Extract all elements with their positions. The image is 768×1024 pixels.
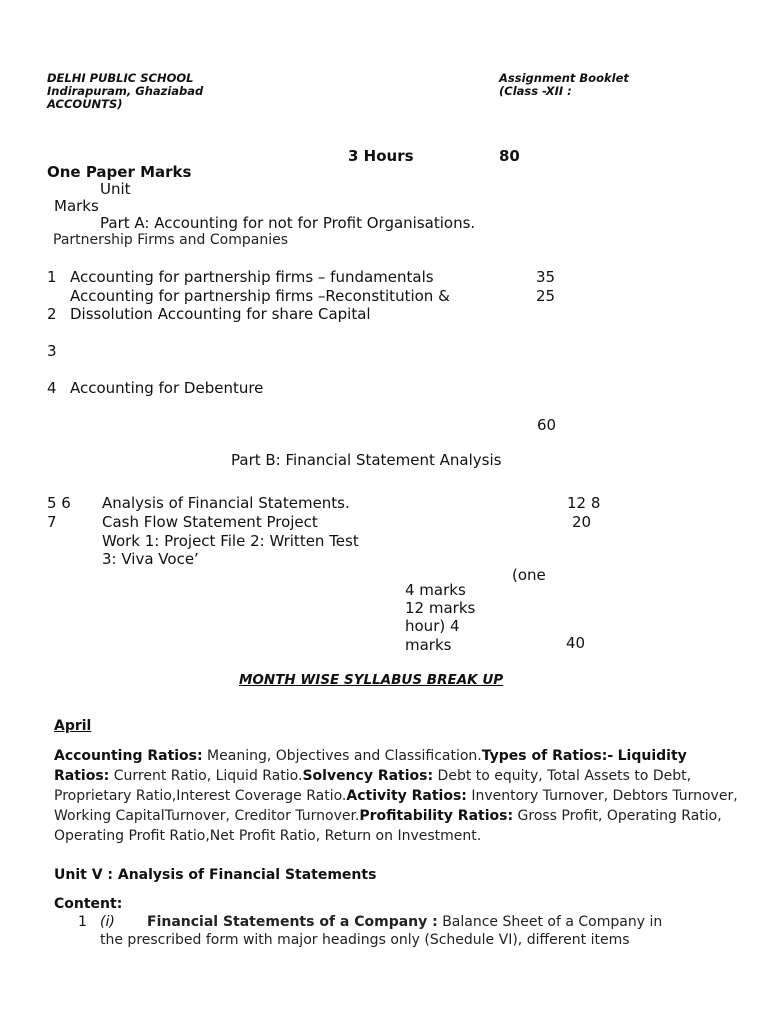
ratio-heading: Profitability Ratios: bbox=[359, 808, 514, 824]
part-a-subtotal: 60 bbox=[537, 416, 557, 434]
list-item-continuation: the prescribed form with major headings only (Schedule VI), different items bbox=[100, 932, 630, 948]
row-note: 4 marks bbox=[405, 581, 466, 599]
row-marks: 40 bbox=[566, 634, 586, 652]
row-text: Dissolution Accounting for share Capital bbox=[70, 305, 371, 323]
row-numbers: 5 6 bbox=[47, 494, 71, 512]
subject-label: ACCOUNTS) bbox=[47, 97, 123, 111]
booklet-label: Assignment Booklet bbox=[499, 71, 629, 85]
list-item-heading: Financial Statements of a Company : bbox=[147, 914, 438, 930]
content-label: Content: bbox=[54, 896, 123, 912]
ratio-text: Inventory Turnover, Debtors Turnover, Working CapitalTurnover, Creditor Turnover. bbox=[54, 788, 738, 824]
syllabus-title: MONTH WISE SYLLABUS BREAK UP bbox=[239, 672, 504, 688]
ratio-heading: Solvency Ratios: bbox=[302, 768, 434, 784]
row-text: Work 1: Project File 2: Written Test bbox=[102, 532, 359, 550]
row-text: Cash Flow Statement Project bbox=[102, 513, 318, 531]
ratio-heading: Accounting Ratios: bbox=[54, 748, 203, 764]
ratio-heading: Types of Ratios:- bbox=[481, 748, 614, 764]
ratio-heading: Activity Ratios: bbox=[346, 788, 467, 804]
ratio-text: Meaning, Objectives and Classification. bbox=[202, 748, 482, 764]
row-note: marks bbox=[405, 636, 452, 654]
row-marks: 25 bbox=[536, 287, 556, 305]
part-a-subtitle: Partnership Firms and Companies bbox=[53, 232, 288, 248]
row-number: 2 bbox=[47, 305, 57, 323]
row-number: 1 bbox=[47, 268, 57, 286]
school-location: Indirapuram, Ghaziabad bbox=[47, 84, 204, 98]
paper-total-marks: 80 bbox=[499, 147, 520, 165]
row-marks: 35 bbox=[536, 268, 556, 286]
unit-heading: Unit V : Analysis of Financial Statements bbox=[54, 867, 377, 883]
row-text: Accounting for partnership firms –Reconstitution & bbox=[70, 287, 450, 305]
row-text: Analysis of Financial Statements. bbox=[102, 494, 350, 512]
row-text: Accounting for partnership firms – fundamentals bbox=[70, 268, 434, 286]
paper-hours: 3 Hours bbox=[348, 147, 414, 165]
one-paper-marks: One Paper Marks bbox=[47, 163, 192, 181]
list-item-body: Balance Sheet of a Company in bbox=[437, 914, 663, 930]
marks-label: Marks bbox=[54, 197, 99, 215]
part-b-title: Part B: Financial Statement Analysis bbox=[231, 451, 502, 469]
row-number: 4 bbox=[47, 379, 57, 397]
unit-label: Unit bbox=[100, 180, 131, 198]
part-a-title: Part A: Accounting for not for Profit Organisations. bbox=[100, 214, 476, 232]
row-numbers: 7 bbox=[47, 513, 57, 531]
month-heading: April bbox=[54, 718, 92, 734]
row-number: 3 bbox=[47, 342, 57, 360]
row-marks: 20 bbox=[572, 513, 592, 531]
list-item-roman: (i) bbox=[100, 914, 115, 930]
class-label: (Class -XII : bbox=[499, 84, 572, 98]
row-note: 12 marks bbox=[405, 599, 476, 617]
list-item-text bbox=[147, 914, 662, 931]
ratio-heading: Liquidity Ratios: bbox=[54, 748, 687, 784]
row-note: hour) 4 bbox=[405, 617, 460, 635]
ratio-text: Gross Profit, Operating Ratio, Operating Profit Ratio,Net Profit Ratio, Return on Investment. bbox=[54, 808, 722, 844]
row-marks: 12 8 bbox=[567, 494, 601, 512]
row-text: 3: Viva Voce’ bbox=[102, 550, 199, 568]
row-note: (one bbox=[512, 566, 546, 584]
ratio-text: Current Ratio, Liquid Ratio. bbox=[109, 768, 303, 784]
row-text: Accounting for Debenture bbox=[70, 379, 264, 397]
ratio-text: Debt to equity, Total Assets to Debt, Proprietary Ratio,Interest Coverage Ratio. bbox=[54, 768, 692, 804]
list-item-number: 1 bbox=[78, 914, 87, 930]
ratios-paragraph bbox=[54, 746, 744, 846]
school-name: DELHI PUBLIC SCHOOL bbox=[47, 71, 194, 85]
